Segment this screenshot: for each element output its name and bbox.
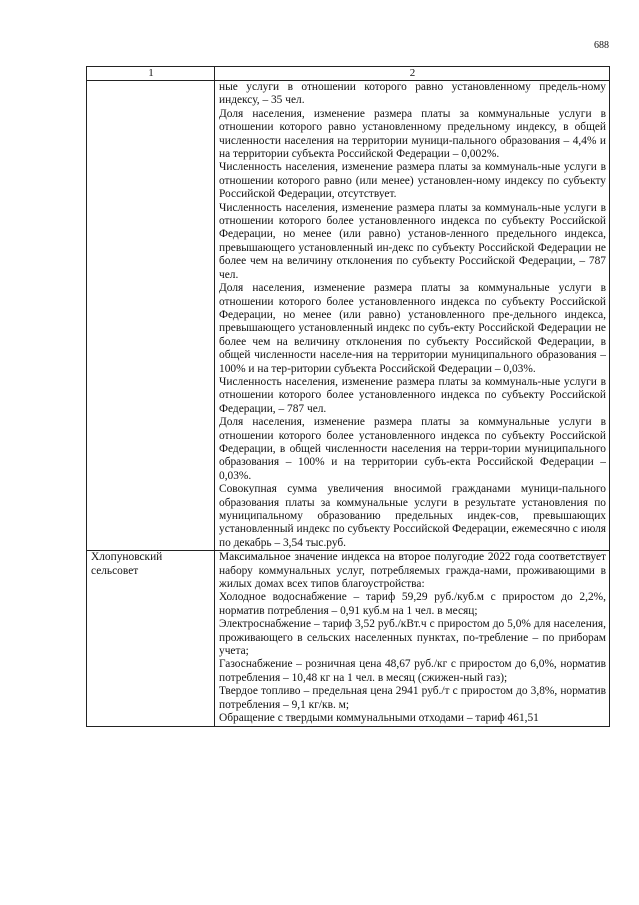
- paragraph: Численность населения, изменение размера платы за коммуналь-ные услуги в отношении которого более установленного индекса по субъекту Российской Федерации, но менее (или равно) установ-ленного предельного индекса, превышающего установленный ин-декс по субъекту Российской Федерации не более чем на величину отклонения по субъекту Российской Федерации, – 787 чел.: [219, 201, 606, 281]
- region-name-cell: [87, 81, 215, 551]
- paragraph: ные услуги в отношении которого равно установленному предель-ному индексу, – 35 чел.: [219, 81, 606, 107]
- paragraph: Обращение с твердыми коммунальными отходами – тариф 461,51: [219, 712, 539, 725]
- table-row: [87, 81, 610, 551]
- paragraph: Численность населения, изменение размера платы за коммуналь-ные услуги в отношении которого равно (или менее) установлен-ному индексу по субъекту Российской Федерации, отсутствует.: [219, 161, 606, 201]
- paragraph: Холодное водоснабжение – тариф 59,29 руб./куб.м с приростом до 2,2%, норматив потребления – 0,91 куб.м на 1 чел. в месяц;: [219, 591, 606, 617]
- region-name-cell: Хлопуновский сельсовет: [87, 551, 215, 726]
- description-cell: [215, 81, 610, 551]
- column-header-1: 1: [87, 67, 215, 81]
- paragraph: Доля населения, изменение размера платы за коммунальные услуги в отношении которого равно установленному предельному индексу, в общей численности населения на территории муници-пального образования – 4,4% и на территории субъекта Российской Федерации – 0,002%.: [219, 107, 606, 161]
- paragraph: Максимальное значение индекса на второе полугодие 2022 года соответствует набору коммунальных услуг, потребляемых гражда-нами, проживающими в жилых домах всех типов благоустройства:: [219, 551, 606, 591]
- table-row: [87, 551, 610, 726]
- page-number: 688: [594, 40, 609, 51]
- paragraph: Твердое топливо – предельная цена 2941 руб./т с приростом до 3,8%, норматив потребления – 9,1 кг/кв. м;: [219, 685, 606, 711]
- paragraph: Численность населения, изменение размера платы за коммуналь-ные услуги в отношении которого более установленного индекса по субъекту Российской Федерации, – 787 чел.: [219, 375, 606, 415]
- description-cell: [215, 551, 610, 726]
- document-table: [86, 66, 610, 727]
- paragraph: Газоснабжение – розничная цена 48,67 руб./кг с приростом до 6,0%, норматив потребления – 10,48 кг на 1 чел. в месяц (сжижен-ный газ);: [219, 658, 606, 684]
- paragraph: Доля населения, изменение размера платы за коммунальные услуги в отношении которого более установленного индекса по субъекту Российской Федерации, в общей численности населения на терри-тории муниципального образования – 100% и на территории субъ-екта Российской Федерации – 0,03%.: [219, 416, 606, 482]
- paragraph: Электроснабжение – тариф 3,52 руб./кВт.ч с приростом до 5,0% для населения, проживающего в сельских населенных пунктах, по-требление – по приборам учета;: [219, 618, 606, 658]
- table-header-row: [87, 67, 610, 81]
- paragraph: Совокупная сумма увеличения вносимой гражданами муници-пального образования платы за коммунальные услуги в результате установления по муниципальному образованию предельных индек-сов, превышающих установленный индекс по субъекту Российской Федерации, ежемесячно с июля по декабрь – 3,54 тыс.руб.: [219, 483, 606, 549]
- paragraph: Доля населения, изменение размера платы за коммунальные услуги в отношении которого более установленного индекса по субъекту Российской Федерации, но менее (или равно) установленного пре-дельного индекса, превышающего установленный индекс по субъ-екту Российской Федерации не более чем на величину отклонения по субъекту Российской Федерации, в общей численности населе-ния на территории муниципального образования – 100% и на тер-ритории субъекта Российской Федерации – 0,03%.: [219, 282, 606, 375]
- column-header-2: 2: [215, 67, 610, 81]
